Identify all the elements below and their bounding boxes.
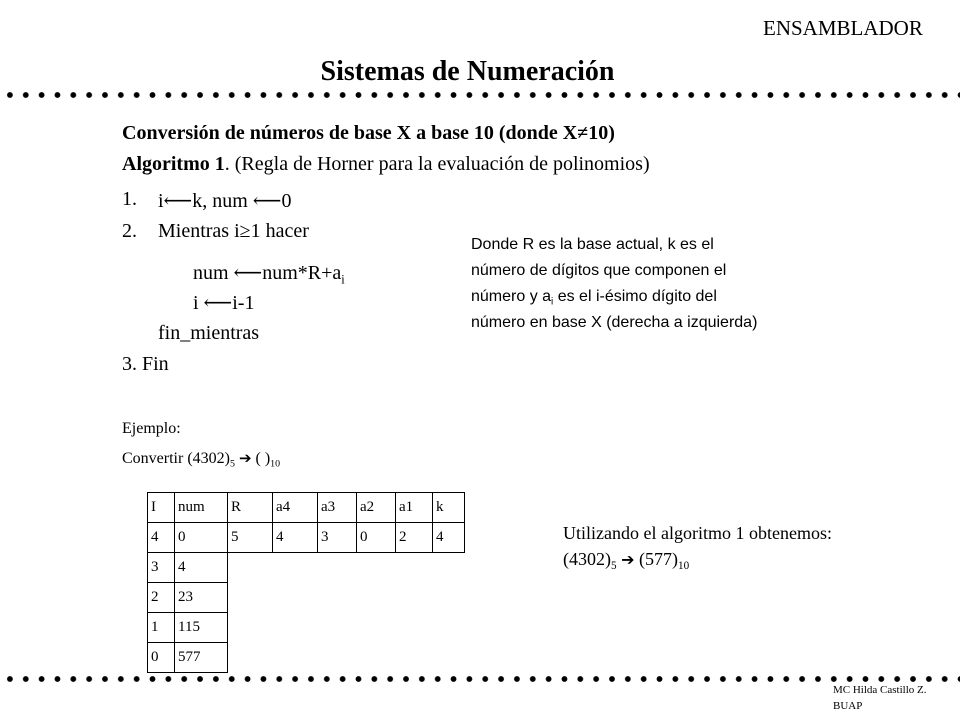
table-cell: 0 [357,523,396,553]
table-row [148,643,465,673]
step-2a-text: num ⟵num*R+a [193,262,342,284]
algorithm-description: . (Regla de Horner para la evaluación de polinomios) [224,153,650,175]
table-row [148,613,465,643]
table-cell: 4 [273,523,318,553]
arrow-icon: ➔ [238,449,252,467]
table-cell: 0 [175,523,228,553]
table-cell: R [228,493,273,523]
table-cell: a1 [396,493,433,523]
table-cell: 4 [175,553,228,583]
table-header-row [148,493,465,523]
note-line-1: Donde R es la base actual, k es el [471,236,714,253]
result-intro: Utilizando el algoritmo 1 obtenemos: [563,523,832,543]
footer-institution: BUAP [833,700,863,712]
table-cell: a3 [318,493,357,523]
top-divider [0,90,960,100]
step-2a-subscript: i [341,272,345,287]
table-cell: 3 [318,523,357,553]
table-cell: k [433,493,465,523]
note-line-2: número de dígitos que componen el [471,262,727,279]
step-2c: fin_mientras [158,322,260,344]
course-label: ENSAMBLADOR [763,16,923,40]
table-row [148,523,465,553]
table-cell: 577 [175,643,228,673]
step-1-number: 1. [122,188,137,210]
table-cell: 3 [148,553,175,583]
table-cell: 0 [148,643,175,673]
table-cell: 23 [175,583,228,613]
table-cell: 1 [148,613,175,643]
note-line-4: número en base X (derecha a izquierda) [471,314,758,331]
table-row [148,583,465,613]
table-cell: 115 [175,613,228,643]
result-statement: $(4302)_5$ ➔ $(577)_{10}$ [563,549,690,572]
table-cell: num [175,493,228,523]
step-1: i⟵k, num ⟵0 [158,190,292,212]
example-statement: Convertir $(4302)_5$ ➔ ( )$_{10}$ [122,449,281,470]
table-cell: 4 [148,523,175,553]
table-cell: 5 [228,523,273,553]
table-cell: 2 [396,523,433,553]
table-cell: 4 [433,523,465,553]
definition-note [471,232,757,336]
slide-title: Sistemas de Numeración [320,56,615,87]
table-cell: 2 [148,583,175,613]
step-2a [193,260,345,285]
step-2: Mientras i≥1 hacer [158,220,309,242]
horner-table [147,492,465,673]
note-line-3: número y $a_i$ es el i-ésimo dígito del [471,288,717,308]
table-cell: I [148,493,175,523]
footer-author: MC Hilda Castillo Z. [833,684,927,696]
table-cell: a4 [273,493,318,523]
arrow-icon: ➔ [621,550,635,569]
algorithm-line [122,153,650,176]
table-row [148,553,465,583]
step-2-number: 2. [122,220,137,242]
step-2b: i ⟵i-1 [193,292,255,314]
algorithm-label: Algoritmo 1 [122,153,225,175]
example-label: Ejemplo: [122,420,181,437]
section-heading: Conversión de números de base X a base 10 (donde X≠10) [122,122,615,144]
step-3: 3. Fin [122,353,169,375]
table-cell: a2 [357,493,396,523]
bottom-divider [0,674,960,684]
